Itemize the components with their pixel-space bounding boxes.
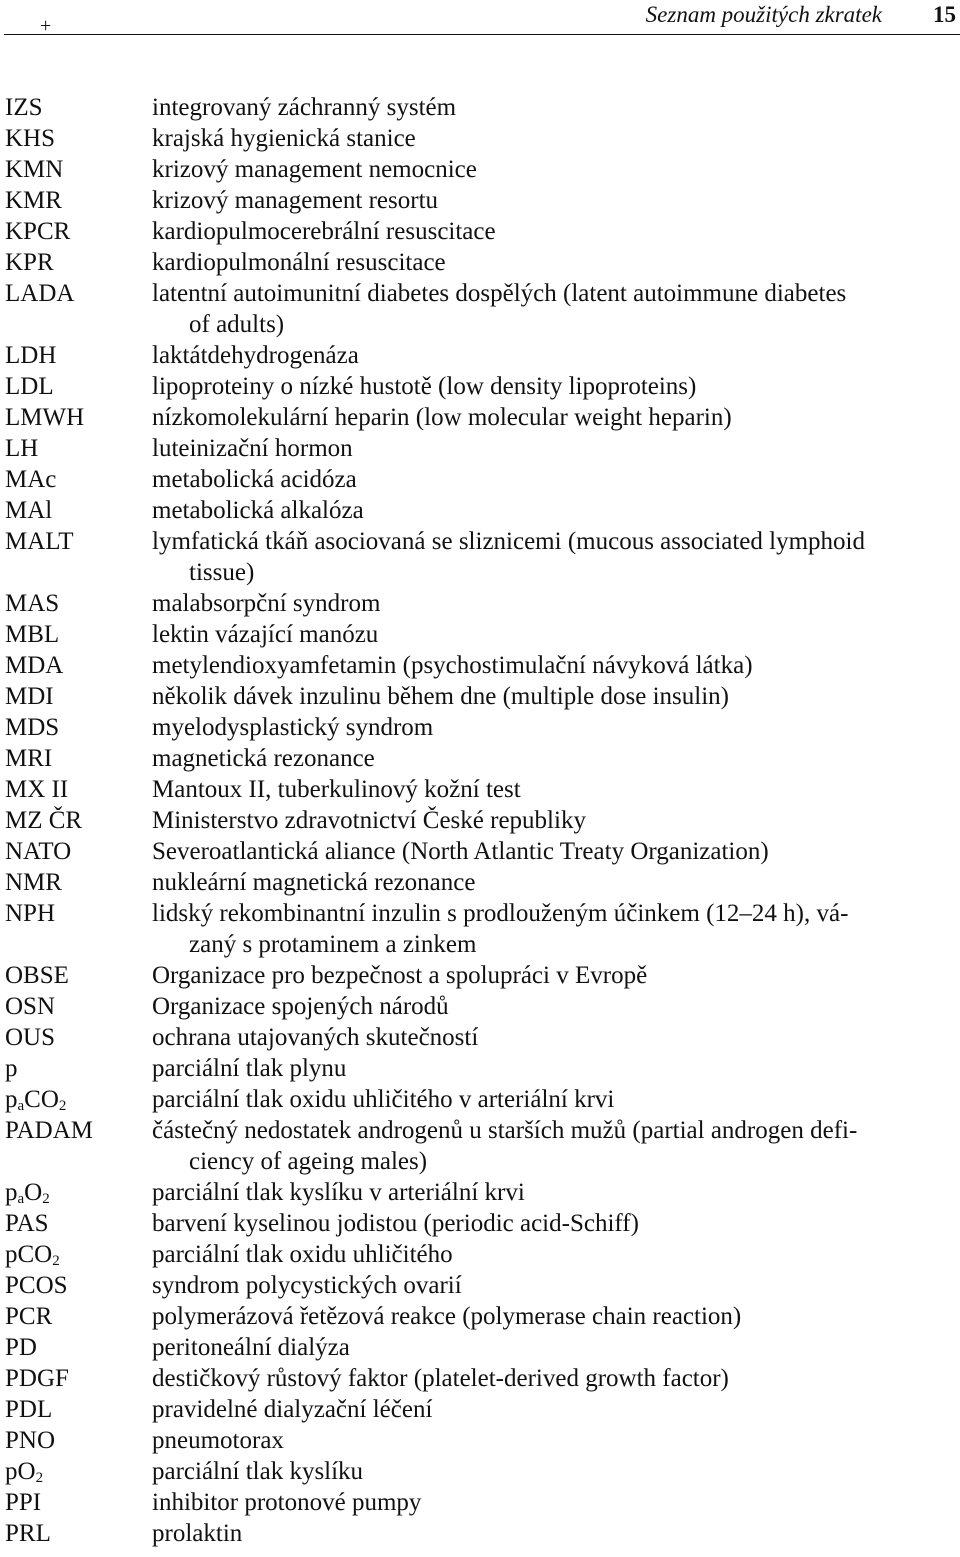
abbreviation-term: NPH <box>5 900 56 927</box>
abbreviation-definition <box>152 867 960 898</box>
abbreviation-entry <box>0 185 960 216</box>
definition-continuation: zaný s protaminem a zinkem <box>189 931 477 958</box>
abbreviation-entry <box>0 743 960 774</box>
abbreviation-entry <box>0 1301 960 1332</box>
abbreviation-term: NMR <box>5 869 62 896</box>
abbreviation-term: LMWH <box>5 404 85 431</box>
abbreviation-definition <box>152 1053 960 1084</box>
abbreviation-entry <box>0 619 960 650</box>
abbreviation-definition <box>152 1301 960 1332</box>
definition-line: myelodysplastický syndrom <box>152 714 434 741</box>
abbreviation-definition <box>152 1115 960 1177</box>
abbreviation-entry <box>0 867 960 898</box>
definition-line: integrovaný záchranný systém <box>152 94 457 121</box>
definition-line: pneumotorax <box>152 1427 284 1454</box>
abbreviation-entry <box>0 1518 960 1549</box>
abbreviation-term: p <box>5 1055 18 1082</box>
definition-line: Mantoux II, tuberkulinový kožní test <box>152 776 521 803</box>
definition-line: inhibitor protonové pumpy <box>152 1489 422 1516</box>
abbreviation-definition <box>152 898 960 960</box>
definition-line: lymfatická tkáň asociovaná se sliznicemi (mucous associated lymphoid <box>152 528 865 555</box>
abbreviation-entry <box>0 123 960 154</box>
definition-line: pravidelné dialyzační léčení <box>152 1396 433 1423</box>
abbreviation-term: KPR <box>5 249 54 276</box>
abbreviation-definition <box>152 495 960 526</box>
abbreviation-entry <box>0 1053 960 1084</box>
abbreviation-term: PADAM <box>5 1117 94 1144</box>
abbreviation-term: MAl <box>5 497 53 524</box>
abbreviation-entry <box>0 681 960 712</box>
abbreviation-entry <box>0 1270 960 1301</box>
abbreviation-term: MX II <box>5 776 69 803</box>
abbreviation-definition <box>152 1518 960 1549</box>
abbreviation-entry <box>0 1208 960 1239</box>
abbreviation-term: MRI <box>5 745 53 772</box>
abbreviation-term: LH <box>5 435 39 462</box>
abbreviation-entry <box>0 1394 960 1425</box>
abbreviation-definition <box>152 278 960 340</box>
abbreviation-term: MAc <box>5 466 57 493</box>
definition-line: prolaktin <box>152 1520 243 1547</box>
abbreviation-entry <box>0 464 960 495</box>
definition-line: nízkomolekulární heparin (low molecular weight heparin) <box>152 404 732 431</box>
abbreviation-term: MDS <box>5 714 60 741</box>
definition-line: Severoatlantická aliance (North Atlantic Treaty Organization) <box>152 838 769 865</box>
definition-line: částečný nedostatek androgenů u starších mužů (partial androgen defi- <box>152 1117 858 1144</box>
definition-line: lidský rekombinantní inzulin s prodlouženým účinkem (12–24 h), vá- <box>152 900 849 927</box>
abbreviation-term: OUS <box>5 1024 56 1051</box>
abbreviation-term: PDL <box>5 1396 53 1423</box>
abbreviation-term: PDGF <box>5 1365 69 1392</box>
crop-mark: + <box>40 15 52 37</box>
abbreviation-definition <box>152 154 960 185</box>
abbreviation-definition <box>152 1456 960 1487</box>
abbreviation-term: NATO <box>5 838 72 865</box>
abbreviation-entry <box>0 898 960 960</box>
abbreviation-definition <box>152 1394 960 1425</box>
definition-continuation: of adults) <box>189 311 285 338</box>
abbreviation-entry <box>0 1177 960 1208</box>
abbreviation-entry <box>0 1487 960 1518</box>
definition-line: parciální tlak oxidu uhličitého v arteriální krvi <box>152 1086 615 1113</box>
abbreviation-entry <box>0 216 960 247</box>
abbreviation-term: PCR <box>5 1303 53 1330</box>
abbreviation-entry <box>0 247 960 278</box>
abbreviation-term: MBL <box>5 621 60 648</box>
definition-line: lipoproteiny o nízké hustotě (low density lipoproteins) <box>152 373 697 400</box>
page-header <box>0 0 960 36</box>
abbreviation-entry <box>0 712 960 743</box>
definition-line: krajská hygienická stanice <box>152 125 416 152</box>
abbreviation-definition <box>152 1208 960 1239</box>
definition-line: několik dávek inzulinu během dne (multiple dose insulin) <box>152 683 729 710</box>
abbreviation-term: OBSE <box>5 962 69 989</box>
abbreviation-definition <box>152 619 960 650</box>
abbreviation-definition <box>152 92 960 123</box>
definition-line: luteinizační hormon <box>152 435 353 462</box>
abbreviation-entry <box>0 1363 960 1394</box>
abbreviation-definition <box>152 774 960 805</box>
abbreviation-term: LDL <box>5 373 54 400</box>
abbreviation-definition <box>152 650 960 681</box>
abbreviation-entry <box>0 495 960 526</box>
abbreviation-entry <box>0 991 960 1022</box>
abbreviation-term: KMR <box>5 187 62 214</box>
abbreviation-entry <box>0 278 960 340</box>
abbreviation-definition <box>152 1084 960 1115</box>
definition-line: parciální tlak plynu <box>152 1055 347 1082</box>
abbreviation-definition <box>152 588 960 619</box>
abbreviation-entry <box>0 1332 960 1363</box>
definition-line: parciální tlak kyslíku <box>152 1458 364 1485</box>
running-title: Seznam použitých zkratek <box>645 2 882 27</box>
abbreviation-term: LADA <box>5 280 75 307</box>
abbreviation-entry <box>0 836 960 867</box>
definition-line: laktátdehydrogenáza <box>152 342 359 369</box>
definition-continuation: ciency of ageing males) <box>189 1148 428 1175</box>
abbreviation-term: IZS <box>5 94 43 121</box>
abbreviation-definition <box>152 433 960 464</box>
abbreviation-definition <box>152 185 960 216</box>
abbreviation-term: MZ ČR <box>5 807 83 834</box>
abbreviation-term: PNO <box>5 1427 56 1454</box>
definition-line: parciální tlak oxidu uhličitého <box>152 1241 453 1268</box>
abbreviation-term: PPI <box>5 1489 42 1516</box>
definition-line: Organizace spojených národů <box>152 993 449 1020</box>
abbreviation-definition <box>152 743 960 774</box>
abbreviation-term: $p_aCO_2$ <box>5 1086 67 1114</box>
abbreviation-entry <box>0 402 960 433</box>
abbreviation-entry <box>0 1115 960 1177</box>
abbreviation-definition <box>152 1270 960 1301</box>
header-rule <box>4 34 960 35</box>
definition-line: peritoneální dialýza <box>152 1334 350 1361</box>
definition-line: magnetická rezonance <box>152 745 375 772</box>
abbreviation-definition <box>152 464 960 495</box>
definition-line: Ministerstvo zdravotnictví České republiky <box>152 807 586 834</box>
abbreviation-entry <box>0 960 960 991</box>
abbreviation-term: PCOS <box>5 1272 68 1299</box>
definition-line: Organizace pro bezpečnost a spolupráci v Evropě <box>152 962 648 989</box>
abbreviation-entry <box>0 526 960 588</box>
abbreviation-definition <box>152 123 960 154</box>
abbreviation-term: KPCR <box>5 218 71 245</box>
abbreviation-definition <box>152 1332 960 1363</box>
abbreviation-term: pCO$_2$ <box>5 1241 60 1269</box>
definition-line: polymerázová řetězová reakce (polymerase chain reaction) <box>152 1303 742 1330</box>
abbreviation-term: PAS <box>5 1210 49 1237</box>
abbreviation-term: $pO_2$ <box>5 1458 44 1486</box>
abbreviation-definition <box>152 216 960 247</box>
abbreviation-term: PD <box>5 1334 37 1361</box>
abbreviation-term: PRL <box>5 1520 51 1547</box>
abbreviation-definition <box>152 1363 960 1394</box>
page-number: 15 <box>933 2 956 27</box>
abbreviation-definition <box>152 805 960 836</box>
abbreviation-definition <box>152 1487 960 1518</box>
abbreviation-definition <box>152 340 960 371</box>
abbreviation-term: LDH <box>5 342 57 369</box>
definition-line: ochrana utajovaných skutečností <box>152 1024 479 1051</box>
abbreviation-definition <box>152 1177 960 1208</box>
abbreviation-term: $p_aO_2$ <box>5 1179 50 1207</box>
abbreviation-entry <box>0 1022 960 1053</box>
definition-line: parciální tlak kyslíku v arteriální krvi <box>152 1179 525 1206</box>
abbreviation-entry <box>0 1084 960 1115</box>
abbreviation-term: MALT <box>5 528 74 555</box>
abbreviation-term: MDI <box>5 683 54 710</box>
abbreviation-definition <box>152 371 960 402</box>
abbreviation-term: OSN <box>5 993 56 1020</box>
abbreviation-definition <box>152 1239 960 1270</box>
definition-line: latentní autoimunitní diabetes dospělých (latent autoimmune diabetes <box>152 280 847 307</box>
abbreviation-entry <box>0 92 960 123</box>
abbreviation-list <box>0 92 960 1549</box>
abbreviation-entry <box>0 340 960 371</box>
definition-line: kardiopulmonální resuscitace <box>152 249 446 276</box>
definition-line: krizový management nemocnice <box>152 156 477 183</box>
abbreviation-entry <box>0 774 960 805</box>
abbreviation-definition <box>152 1425 960 1456</box>
abbreviation-definition <box>152 402 960 433</box>
abbreviation-definition <box>152 526 960 588</box>
definition-line: metabolická acidóza <box>152 466 357 493</box>
definition-line: destičkový růstový faktor (platelet-derived growth factor) <box>152 1365 729 1392</box>
definition-line: syndrom polycystických ovarií <box>152 1272 462 1299</box>
definition-line: nukleární magnetická rezonance <box>152 869 476 896</box>
abbreviation-entry <box>0 1425 960 1456</box>
abbreviation-entry <box>0 588 960 619</box>
abbreviation-entry <box>0 650 960 681</box>
definition-line: lektin vázající manózu <box>152 621 379 648</box>
abbreviation-entry <box>0 1239 960 1270</box>
abbreviation-definition <box>152 991 960 1022</box>
definition-line: barvení kyselinou jodistou (periodic acid-Schiff) <box>152 1210 639 1237</box>
definition-line: metylendioxyamfetamin (psychostimulační návyková látka) <box>152 652 753 679</box>
abbreviation-definition <box>152 247 960 278</box>
abbreviation-term: MDA <box>5 652 64 679</box>
abbreviation-definition <box>152 681 960 712</box>
definition-line: metabolická alkalóza <box>152 497 364 524</box>
abbreviation-definition <box>152 960 960 991</box>
definition-line: malabsorpční syndrom <box>152 590 381 617</box>
definition-line: kardiopulmocerebrální resuscitace <box>152 218 496 245</box>
abbreviation-term: KMN <box>5 156 64 183</box>
definition-line: krizový management resortu <box>152 187 439 214</box>
abbreviation-definition <box>152 1022 960 1053</box>
abbreviation-term: MAS <box>5 590 60 617</box>
abbreviation-definition <box>152 836 960 867</box>
abbreviation-entry <box>0 433 960 464</box>
abbreviation-definition <box>152 712 960 743</box>
abbreviation-entry <box>0 805 960 836</box>
abbreviation-entry <box>0 154 960 185</box>
abbreviation-entry <box>0 1456 960 1487</box>
abbreviation-entry <box>0 371 960 402</box>
abbreviation-term: KHS <box>5 125 56 152</box>
definition-continuation: tissue) <box>189 559 255 586</box>
